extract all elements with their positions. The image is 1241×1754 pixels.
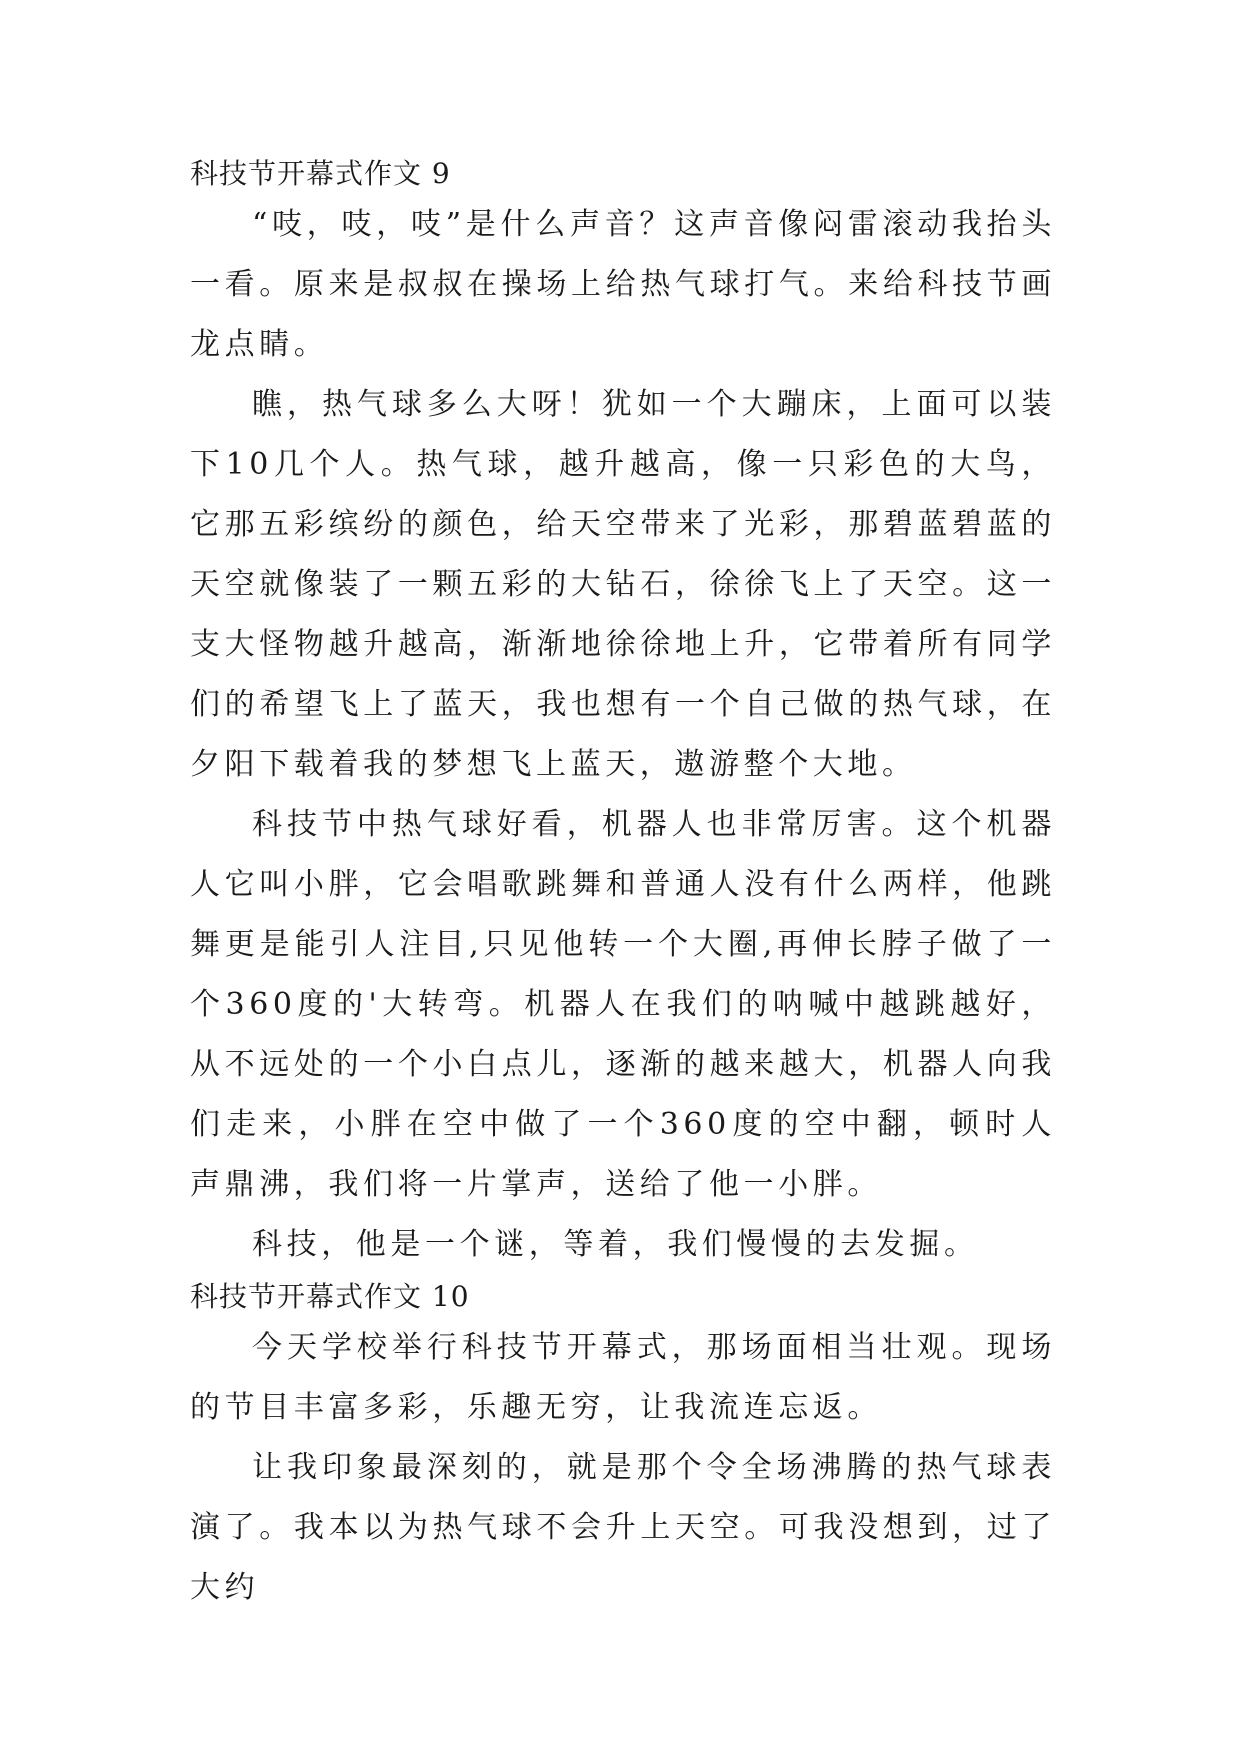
essay-paragraph: 瞧，热气球多么大呀！犹如一个大蹦床，上面可以装下10几个人。热气球，越升越高，像一只彩色的大鸟，它那五彩缤纷的颜色，给天空带来了光彩，那碧蓝碧蓝的天空就像装了一颗五彩的大钻石，徐徐飞上了天空。这一支大怪物越升越高，渐渐地徐徐地上升，它带着所有同学们的希望飞上了蓝天，我也想有一个自己做的热气球，在夕阳下载着我的梦想飞上蓝天，遨游整个大地。 — [190, 387, 1056, 782]
essay-section-10 — [190, 1275, 1056, 1618]
essay-paragraph: “吱，吱，吱”是什么声音？这声音像闷雷滚动我抬头一看。原来是叔叔在操场上给热气球打气。来给科技节画龙点睛。 — [190, 207, 1056, 362]
essay-title: 科技节开幕式作文 9 — [190, 157, 451, 190]
essay-section-9 — [190, 152, 1056, 1275]
document-page — [190, 152, 1056, 1618]
essay-paragraph: 科技，他是一个谜，等着，我们慢慢的去发掘。 — [252, 1227, 979, 1262]
essay-paragraph: 让我印象最深刻的，就是那个令全场沸腾的热气球表演了。我本以为热气球不会升上天空。可我没想到，过了大约 — [190, 1450, 1056, 1605]
essay-paragraph: 科技节中热气球好看，机器人也非常厉害。这个机器人它叫小胖，它会唱歌跳舞和普通人没有什么两样，他跳舞更是能引人注目,只见他转一个大圈,再伸长脖子做了一个360度的'大转弯。机器人在我们的呐喊中越跳越好，从不远处的一个小白点儿，逐渐的越来越大，机器人向我们走来，小胖在空中做了一个360度的空中翻，顿时人声鼎沸，我们将一片掌声，送给了他一小胖。 — [190, 807, 1056, 1202]
essay-paragraph: 今天学校举行科技节开幕式，那场面相当壮观。现场的节目丰富多彩，乐趣无穷，让我流连忘返。 — [190, 1330, 1056, 1425]
essay-title: 科技节开幕式作文 10 — [190, 1280, 470, 1313]
